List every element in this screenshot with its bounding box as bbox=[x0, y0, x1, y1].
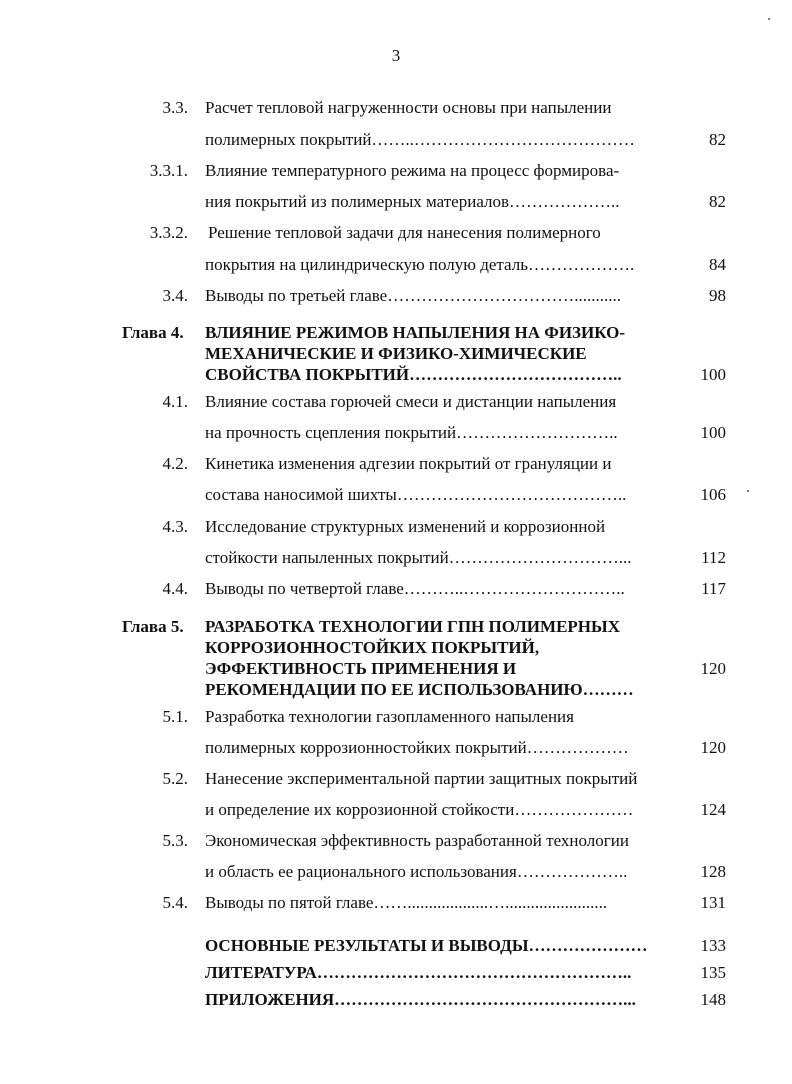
final-section-title: ОСНОВНЫЕ РЕЗУЛЬТАТЫ И ВЫВОДЫ………………… bbox=[205, 936, 648, 955]
toc-page: 120 bbox=[700, 659, 726, 678]
toc-page: 84 bbox=[709, 255, 726, 274]
chapter-title-line: КОРРОЗИОННОСТОЙКИХ ПОКРЫТИЙ, bbox=[205, 638, 540, 657]
toc-title-line: Выводы по пятой главе……...................…........................ bbox=[205, 893, 608, 912]
toc-number: 5.2. bbox=[162, 769, 188, 788]
chapter-label: Глава 5. bbox=[122, 617, 184, 636]
toc-title-line: Кинетика изменения адгезии покрытий от грануляции и bbox=[205, 454, 612, 473]
toc-title-line: покрытия на цилиндрическую полую деталь………………. bbox=[205, 255, 635, 274]
chapter-title-line: РЕКОМЕНДАЦИИ ПО ЕЕ ИСПОЛЬЗОВАНИЮ……… bbox=[205, 680, 634, 699]
toc-title-line: Выводы по четвертой главе………..……………………….. bbox=[205, 579, 625, 598]
toc-number: 3.3.1. bbox=[149, 161, 188, 180]
toc-page: 98 bbox=[709, 286, 726, 305]
toc-page: 120 bbox=[700, 738, 726, 757]
scan-speck bbox=[747, 490, 749, 492]
scan-speck bbox=[768, 18, 770, 20]
toc-title-line: стойкости напыленных покрытий…………………………... bbox=[205, 548, 632, 567]
toc-number: 3.3. bbox=[162, 98, 188, 117]
toc-title-line: полимерных коррозионностойких покрытий……………… bbox=[205, 738, 629, 757]
toc-page: 128 bbox=[700, 862, 726, 881]
toc-title-line: Исследование структурных изменений и коррозионной bbox=[205, 517, 606, 536]
toc-page: 112 bbox=[701, 548, 726, 567]
toc-number: 5.4. bbox=[162, 893, 188, 912]
toc-title-line: Влияние температурного режима на процесс формирова- bbox=[205, 161, 620, 180]
final-section-title: ЛИТЕРАТУРА……………………………………………….. bbox=[205, 963, 632, 982]
toc-title-line: Нанесение экспериментальной партии защитных покрытий bbox=[205, 769, 638, 788]
toc-number: 5.1. bbox=[162, 707, 188, 726]
chapter-title-line: ВЛИЯНИЕ РЕЖИМОВ НАПЫЛЕНИЯ НА ФИЗИКО- bbox=[205, 323, 626, 342]
toc-page: 82 bbox=[709, 192, 726, 211]
chapter-title-line: СВОЙСТВА ПОКРЫТИЙ……………………………….. bbox=[205, 365, 622, 384]
toc-number: 3.4. bbox=[162, 286, 188, 305]
toc-title-line: Влияние состава горючей смеси и дистанции напыления bbox=[205, 392, 617, 411]
toc-title-line: ния покрытий из полимерных материалов……………….. bbox=[205, 192, 620, 211]
toc-page: 124 bbox=[700, 800, 726, 819]
toc-number: 4.2. bbox=[162, 454, 188, 473]
toc-page: 100 bbox=[700, 423, 726, 442]
toc-number: 4.3. bbox=[162, 517, 188, 536]
chapter-title-line: РАЗРАБОТКА ТЕХНОЛОГИИ ГПН ПОЛИМЕРНЫХ bbox=[205, 617, 620, 636]
toc-title-line: полимерных покрытий……..………………………………… bbox=[205, 130, 635, 149]
toc-page: 82 bbox=[709, 130, 726, 149]
toc-number: 3.3.2. bbox=[149, 223, 188, 242]
toc-title-line: на прочность сцепления покрытий……………………….. bbox=[205, 423, 618, 442]
toc-page: 135 bbox=[700, 963, 726, 982]
toc-title-line: Выводы по третьей главе……………………………........... bbox=[205, 286, 621, 305]
toc-page: 106 bbox=[700, 485, 726, 504]
toc-page: 133 bbox=[700, 936, 726, 955]
toc-page: 131 bbox=[700, 893, 726, 912]
page-number: 3 bbox=[391, 46, 401, 65]
toc-page: 148 bbox=[700, 990, 726, 1009]
toc-page: 100 bbox=[700, 365, 726, 384]
toc-title-line: и область ее рационального использования……………….. bbox=[205, 862, 628, 881]
chapter-label: Глава 4. bbox=[122, 323, 184, 342]
toc-number: 4.4. bbox=[162, 579, 188, 598]
toc-title-line: Экономическая эффективность разработанной технологии bbox=[205, 831, 629, 850]
toc-title-line: Расчет тепловой нагруженности основы при напылении bbox=[205, 98, 612, 117]
toc-title-line: и определение их коррозионной стойкости………………… bbox=[205, 800, 634, 819]
toc-page: 117 bbox=[701, 579, 726, 598]
final-section-title: ПРИЛОЖЕНИЯ……………………………………………... bbox=[205, 990, 636, 1009]
chapter-title-line: ЭФФЕКТИВНОСТЬ ПРИМЕНЕНИЯ И bbox=[205, 659, 517, 678]
chapter-title-line: МЕХАНИЧЕСКИЕ И ФИЗИКО-ХИМИЧЕСКИЕ bbox=[205, 344, 587, 363]
toc-title-line: Разработка технологии газопламенного напыления bbox=[205, 707, 574, 726]
toc-number: 5.3. bbox=[162, 831, 188, 850]
toc-number: 4.1. bbox=[162, 392, 188, 411]
toc-title-line: состава наносимой шихты………………………………….. bbox=[205, 485, 627, 504]
toc-title-line: Решение тепловой задачи для нанесения полимерного bbox=[208, 223, 601, 242]
